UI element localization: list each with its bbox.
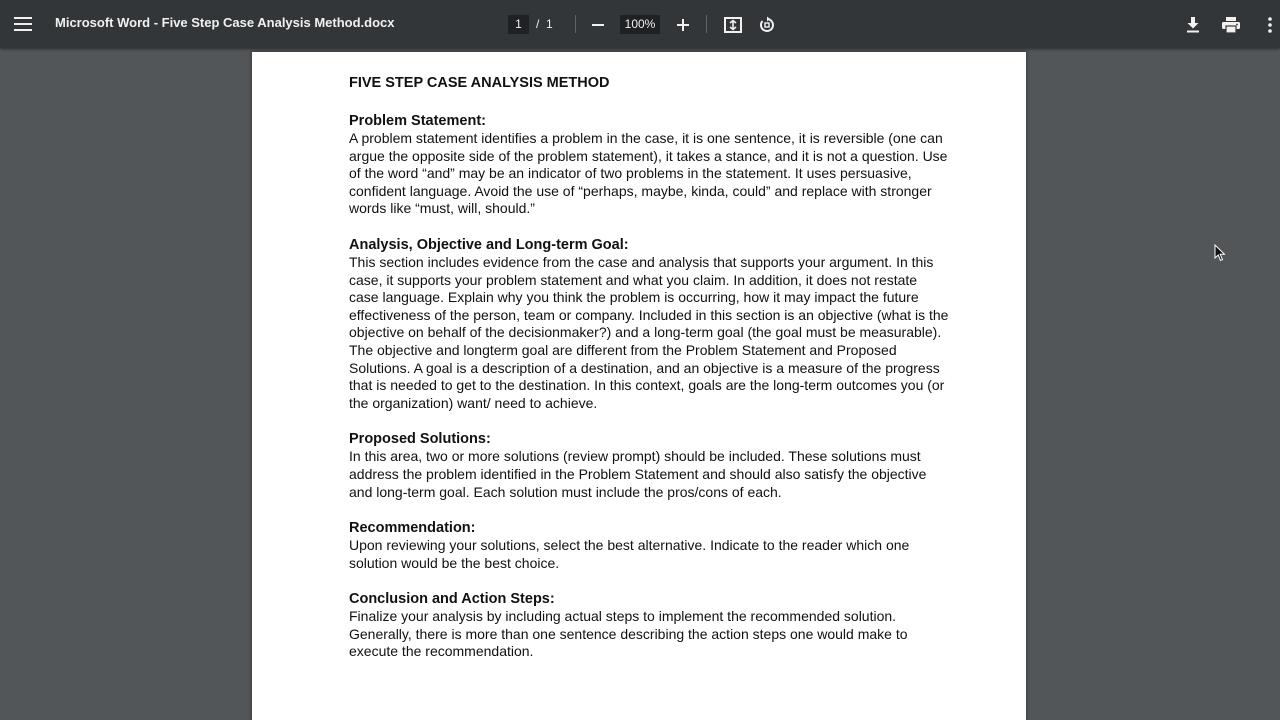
section-conclusion xyxy=(349,590,949,661)
page-total: 1 xyxy=(546,17,553,31)
page-content xyxy=(349,74,949,679)
more-options-button[interactable] xyxy=(1260,12,1280,38)
page-separator: / xyxy=(536,17,540,31)
section-recommendation xyxy=(349,519,949,572)
pdf-toolbar xyxy=(0,0,1280,48)
minus-icon xyxy=(591,18,605,32)
section-title: Analysis, Objective and Long-term Goal: xyxy=(349,236,629,253)
more-vert-icon xyxy=(1268,17,1272,33)
section-title: Problem Statement: xyxy=(349,113,486,129)
section-body: This section includes evidence from the case and analysis that supports your argument. In this case, it supports your problem statement and what you claim. In addition, it does not restate case language. Explain why you think the problem is occurring, how it may impact the future effectiveness of the person, team or company. Included in this section is an objective (what is the objective on behalf of the decisionmaker?) and a long-term goal (the goal must be measurable). The objective and longterm goal are different from the Problem Statement and Proposed Solutions. A goal is a description of a destination, and an objective is a measure of the progress that is needed to get to the destination. In this context, goals are the long-term outcomes you (or the organization) want/ need to achieve. xyxy=(349,253,949,411)
section-title: Conclusion and Action Steps: xyxy=(349,591,555,608)
page-number-input[interactable]: 1 xyxy=(508,15,529,34)
section-proposed-solutions xyxy=(349,430,949,501)
download-icon xyxy=(1186,17,1200,33)
rotate-button[interactable] xyxy=(754,12,780,38)
print-icon xyxy=(1222,17,1240,33)
print-button[interactable] xyxy=(1218,12,1244,38)
section-body: In this area, two or more solutions (review prompt) should be included. These solutions must address the problem identified in the Problem Statement and should also satisfy the objective and long-term goal. Each solution must include the pros/cons of each. xyxy=(349,448,927,500)
section-title: Proposed Solutions: xyxy=(349,431,491,448)
section-body: A problem statement identifies a problem in the case, it is one sentence, it is reversible (one can argue the opposite side of the problem statement), it takes a stance, and it is not a question. Use of the word “and” may be an indicator of two problems in the statement. It uses persuasive, confident language. Avoid the use of “perhaps, maybe, kinda, could” and replace with stronger words like “must, will, should.” xyxy=(349,130,948,217)
plus-icon xyxy=(676,18,690,32)
toolbar-divider xyxy=(706,15,707,33)
document-title: Microsoft Word - Five Step Case Analysis Method.docx xyxy=(55,15,395,30)
download-button[interactable] xyxy=(1180,12,1206,38)
rotate-icon xyxy=(758,16,776,34)
section-body: Upon reviewing your solutions, select the best alternative. Indicate to the reader which one solution would be the best choice. xyxy=(349,537,910,571)
fit-page-icon xyxy=(724,17,742,33)
section-problem-statement xyxy=(349,112,949,218)
zoom-out-button[interactable] xyxy=(585,12,611,38)
section-body: Finalize your analysis by including actual steps to implement the recommended solution. Generally, there is more than one sentence describing the action steps one would make to execute the recommendation. xyxy=(349,608,908,660)
zoom-level-input[interactable]: 100% xyxy=(620,15,660,34)
menu-icon[interactable] xyxy=(6,8,40,40)
mouse-pointer-icon xyxy=(1214,244,1226,267)
document-heading: FIVE STEP CASE ANALYSIS METHOD xyxy=(349,75,610,91)
pdf-page xyxy=(252,52,1026,720)
fit-page-button[interactable] xyxy=(720,12,746,38)
section-analysis xyxy=(349,236,949,412)
pdf-viewer-area[interactable] xyxy=(0,48,1280,720)
section-title: Recommendation: xyxy=(349,520,476,537)
toolbar-divider xyxy=(575,15,576,33)
zoom-in-button[interactable] xyxy=(670,12,696,38)
